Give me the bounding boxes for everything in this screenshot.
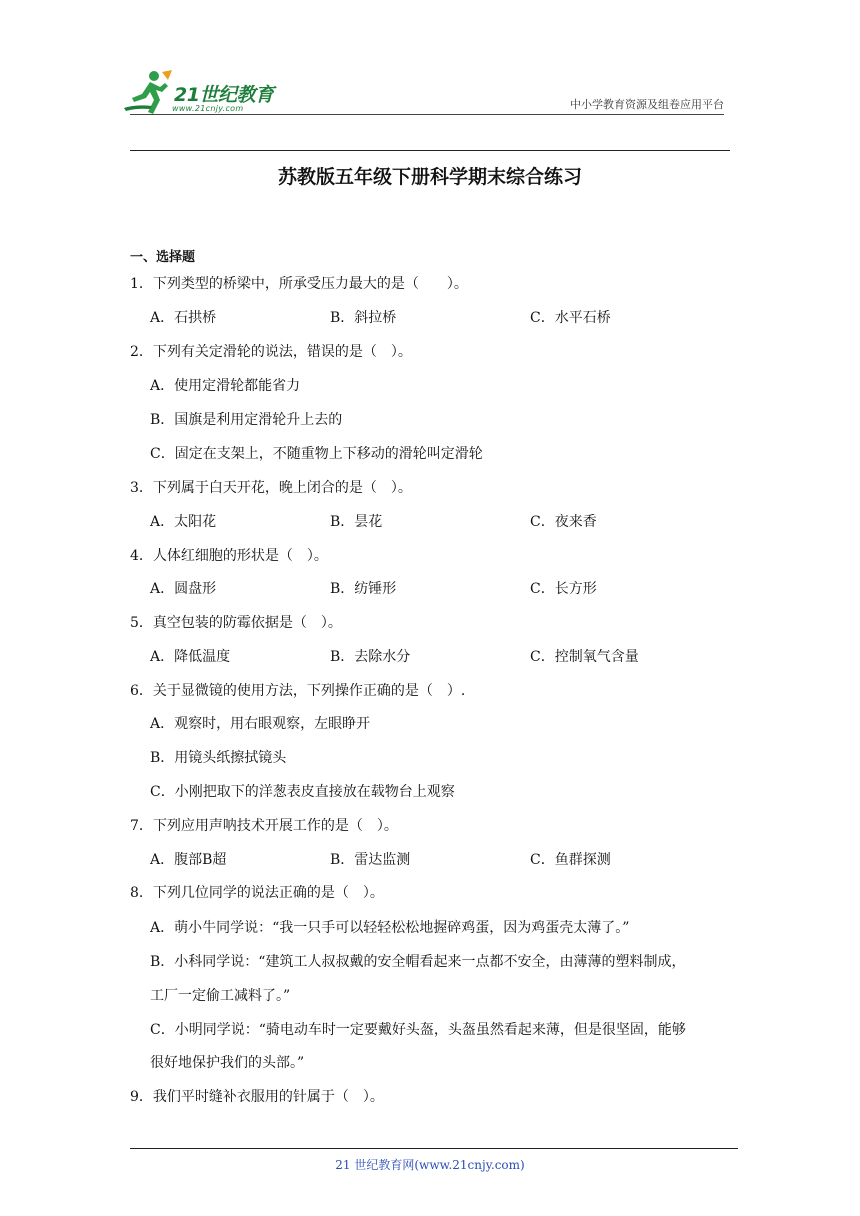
option: C．小刚把取下的洋葱表皮直接放在载物台上观察 bbox=[150, 784, 455, 800]
question-stem: 8．下列几位同学的说法正确的是（ ）。 bbox=[130, 885, 384, 901]
option: B．昙花 bbox=[330, 514, 383, 530]
option: C．鱼群探测 bbox=[530, 852, 611, 868]
question-stem: 3．下列属于白天开花，晚上闭合的是（ ）。 bbox=[130, 480, 412, 496]
footer-link[interactable]: 21 世纪教育网(www.21cnjy.com) bbox=[335, 1158, 525, 1172]
question-stem: 9．我们平时缝补衣服用的针属于（ ）。 bbox=[130, 1089, 384, 1105]
header-divider bbox=[130, 114, 724, 115]
logo bbox=[122, 68, 292, 118]
option: A．观察时，用右眼观察，左眼睁开 bbox=[150, 716, 371, 732]
option-continuation: 很好地保护我们的头部。” bbox=[150, 1055, 305, 1071]
option: C．夜来香 bbox=[530, 514, 597, 530]
option: A．降低温度 bbox=[150, 649, 231, 665]
option: C．长方形 bbox=[530, 581, 597, 597]
option: B．雷达监测 bbox=[330, 852, 411, 868]
option: C．水平石桥 bbox=[530, 310, 611, 326]
question-stem: 2．下列有关定滑轮的说法，错误的是（ ）。 bbox=[130, 344, 412, 360]
option-continuation: 工厂一定偷工减料了。” bbox=[150, 988, 291, 1004]
option: B．国旗是利用定滑轮升上去的 bbox=[150, 412, 343, 428]
option: C．固定在支架上，不随重物上下移动的滑轮叫定滑轮 bbox=[150, 446, 483, 462]
footer-divider bbox=[130, 1148, 738, 1149]
section-heading: 一、选择题 bbox=[130, 250, 196, 265]
option: A．圆盘形 bbox=[150, 581, 217, 597]
question-stem: 4．人体红细胞的形状是（ ）。 bbox=[130, 548, 328, 564]
option: B．小科同学说：“建筑工人叔叔戴的安全帽看起来一点都不安全，由薄薄的塑料制成， bbox=[150, 954, 686, 970]
option: C．控制氧气含量 bbox=[530, 649, 639, 665]
option: A．太阳花 bbox=[150, 514, 217, 530]
option: A．石拱桥 bbox=[150, 310, 217, 326]
option: B．去除水分 bbox=[330, 649, 411, 665]
question-stem: 5．真空包装的防霉依据是（ ）。 bbox=[130, 615, 342, 631]
option: A．萌小牛同学说：“我一只手可以轻轻松松地握碎鸡蛋，因为鸡蛋壳太薄了。” bbox=[150, 920, 630, 936]
runner-logo-icon bbox=[122, 68, 174, 118]
question-stem: 6．关于显微镜的使用方法，下列操作正确的是（ ）. bbox=[130, 683, 466, 699]
option: B．用镜头纸擦拭镜头 bbox=[150, 750, 287, 766]
platform-slogan: 中小学教育资源及组卷应用平台 bbox=[570, 98, 724, 111]
logo-url: www.21cnjy.com bbox=[172, 104, 244, 113]
page-title: 苏教版五年级下册科学期末综合练习 bbox=[277, 166, 582, 188]
question-stem: 1．下列类型的桥梁中，所承受压力最大的是（ ）。 bbox=[130, 276, 468, 292]
title-rule bbox=[130, 150, 730, 151]
option: A．腹部B超 bbox=[150, 852, 227, 868]
option: B．斜拉桥 bbox=[330, 310, 397, 326]
option: C．小明同学说：“骑电动车时一定要戴好头盔，头盔虽然看起来薄，但是很坚固，能够 bbox=[150, 1022, 686, 1038]
option: B．纺锤形 bbox=[330, 581, 397, 597]
question-stem: 7．下列应用声呐技术开展工作的是（ ）。 bbox=[130, 818, 398, 834]
logo-text: 21世纪教育 bbox=[174, 84, 274, 106]
option: A．使用定滑轮都能省力 bbox=[150, 378, 301, 394]
